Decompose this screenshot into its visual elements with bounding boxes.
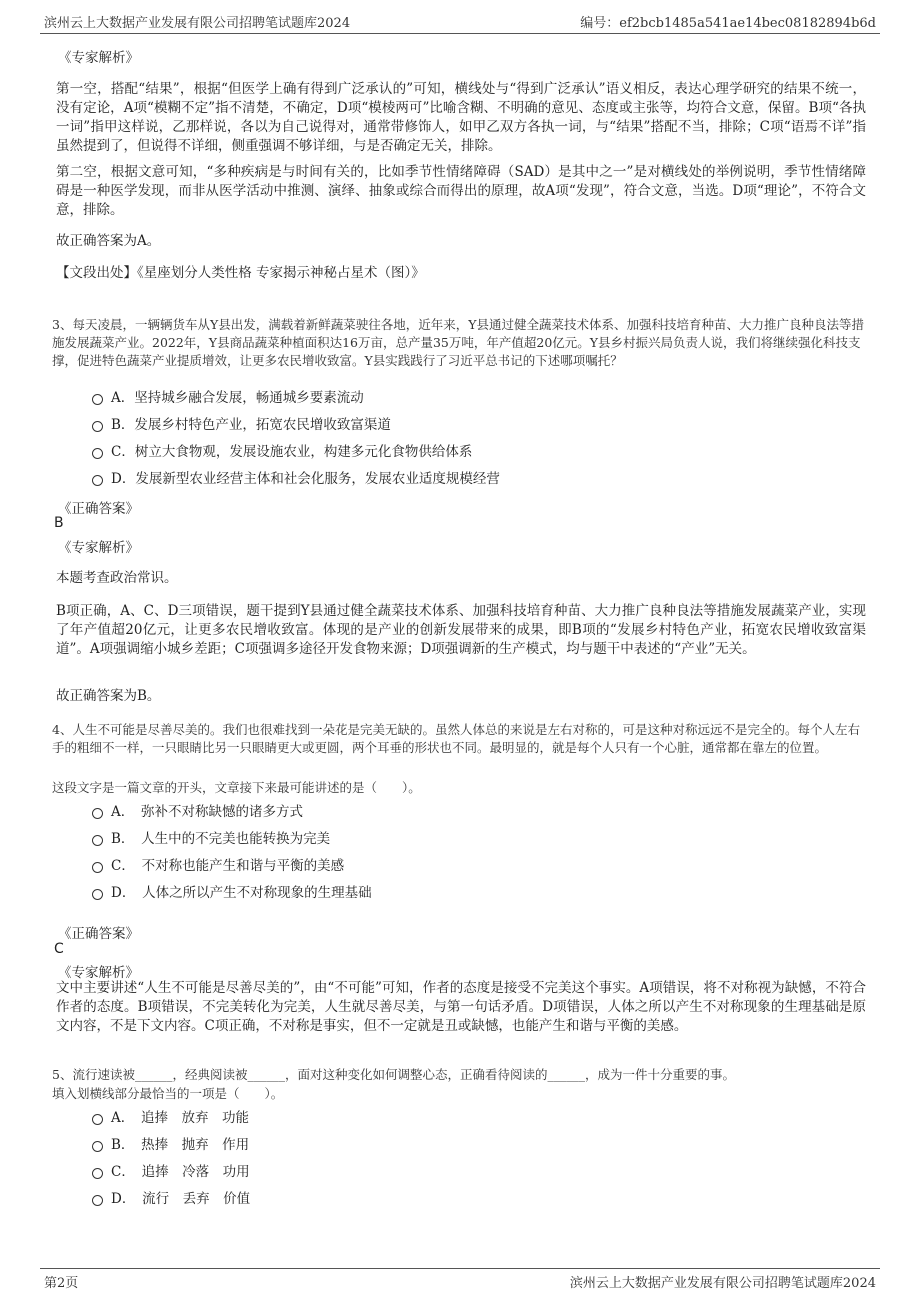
source-citation: 【文段出处】《星座划分人类性格 专家揭示神秘占星术（图）》: [56, 265, 425, 281]
radio-icon[interactable]: [92, 835, 103, 846]
radio-icon[interactable]: [92, 808, 103, 819]
option-3a[interactable]: A．坚持城乡融合发展，畅通城乡要素流动: [92, 386, 364, 406]
analysis-paragraph: 文中主要讲述“人生不可能是尽善尽美的”，由“不可能”可知，作者的态度是接受不完美这个事实。A项错误，将不对称视为缺憾，不符合作者的态度。B项错误，不完美转化为完美，人生就尽善尽美，与第一句话矛盾。D项错误，人体之所以产生不对称现象的生理基础是原文内容，不是下文内容。C项正确，不对称是事实，但不一定就是丑或缺憾，也能产生和谐与平衡的美感。: [56, 980, 866, 1034]
analysis-paragraph: 本题考查政治常识。: [56, 570, 178, 586]
question-stem-3: 3、每天凌晨，一辆辆货车从Y县出发，满载着新鲜蔬菜驶往各地，近年来，Y县通过健全蔬菜技术体系、加强科技培育种苗、大力推广良种良法等措施发展蔬菜产业。2022年，Y县商品蔬菜种植面积达16万亩，总产量35万吨，年产值超20亿元。Y县乡村振兴局负责人说，我们将继续强化科技支撑，促进特色蔬菜产业提质增效，让更多农民增收致富。Y县实践践行了习近平总书记的下述哪项嘱托？: [52, 317, 864, 368]
answer-label: 《正确答案》: [58, 501, 139, 517]
header-serial: 编号：ef2bcb1485a541ae14bec08182894b6d: [580, 16, 876, 31]
conclusion: 故正确答案为A。: [56, 233, 161, 249]
expert-label: 《专家解析》: [58, 540, 139, 556]
radio-icon[interactable]: [92, 394, 103, 405]
answer-label: 《正确答案》: [58, 926, 139, 942]
option-4a[interactable]: A． 弥补不对称缺憾的诸多方式: [92, 800, 303, 820]
question-ask-5: 填入划横线部分最恰当的一项是（ ）。: [52, 1086, 284, 1101]
option-4c[interactable]: C． 不对称也能产生和谐与平衡的美感: [92, 854, 344, 874]
radio-icon[interactable]: [92, 889, 103, 900]
question-stem-4: 4、人生不可能是尽善尽美的。我们也很难找到一朵花是完美无缺的。虽然人体总的来说是左右对称的，可是这种对称远远不是完全的。每个人左右手的粗细不一样，一只眼睛比另一只眼睛更大或更圆，两个耳垂的形状也不同。最明显的，就是每个人只有一个心脏，通常都在靠左的位置。: [52, 722, 860, 755]
option-5a[interactable]: A． 追捧 放弃 功能: [92, 1106, 249, 1126]
question-ask-4: 这段文字是一篇文章的开头，文章接下来最可能讲述的是（ ）。: [52, 780, 421, 795]
radio-icon[interactable]: [92, 1141, 103, 1152]
radio-icon[interactable]: [92, 1195, 103, 1206]
answer-value: B: [54, 515, 64, 531]
radio-icon[interactable]: [92, 1114, 103, 1125]
option-4b[interactable]: B． 人生中的不完美也能转换为完美: [92, 827, 330, 847]
radio-icon[interactable]: [92, 475, 103, 486]
option-3b[interactable]: B．发展乡村特色产业，拓宽农民增收致富渠道: [92, 413, 391, 433]
conclusion: 故正确答案为B。: [56, 688, 161, 704]
radio-icon[interactable]: [92, 421, 103, 432]
expert-label: 《专家解析》: [58, 50, 139, 66]
radio-icon[interactable]: [92, 1168, 103, 1179]
option-4d[interactable]: D． 人体之所以产生不对称现象的生理基础: [92, 881, 372, 901]
page-number: 第2页: [44, 1276, 79, 1291]
option-5d[interactable]: D． 流行 丢弃 价值: [92, 1187, 250, 1207]
header-title: 滨州云上大数据产业发展有限公司招聘笔试题库2024: [44, 16, 351, 31]
option-5c[interactable]: C． 追捧 冷落 功用: [92, 1160, 250, 1180]
radio-icon[interactable]: [92, 448, 103, 459]
footer-rule: [40, 1268, 880, 1269]
analysis-paragraph: 第一空，搭配“结果”，根据“但医学上确有得到广泛承认的”可知，横线处与“得到广泛承认”语义相反，表达心理学研究的结果不统一，没有定论，A项“模糊不定”指不清楚，不确定，D项“模棱两可”比喻含糊、不明确的意见、态度或主张等，均符合文意，保留。B项“各执一词”指甲这样说，乙那样说，各以为自己说得对，通常带修饰人，如甲乙双方各执一词，与“结果”搭配不当，排除；C项“语焉不详”指虽然提到了，但说得不详细，侧重强调不够详细，与是否确定无关，排除。: [56, 81, 866, 154]
option-3c[interactable]: C．树立大食物观，发展设施农业，构建多元化食物供给体系: [92, 440, 472, 460]
radio-icon[interactable]: [92, 862, 103, 873]
header-rule: [40, 33, 880, 34]
question-stem-5: 5、流行速读被______，经典阅读被______，面对这种变化如何调整心态，正确看待阅读的______，成为一件十分重要的事。: [52, 1067, 735, 1082]
option-5b[interactable]: B． 热捧 抛弃 作用: [92, 1133, 249, 1153]
option-3d[interactable]: D．发展新型农业经营主体和社会化服务，发展农业适度规模经营: [92, 467, 500, 487]
analysis-paragraph: 第二空，根据文意可知，“多种疾病是与时间有关的，比如季节性情绪障碍（SAD）是其中之一”是对横线处的举例说明，季节性情绪障碍是一种医学发现，而非从医学活动中推测、演绎、抽象或综合而得出的原理，故A项“发现”，符合文意，当选。D项“理论”，不符合文意，排除。: [56, 164, 866, 218]
footer-title: 滨州云上大数据产业发展有限公司招聘笔试题库2024: [569, 1276, 876, 1291]
answer-value: C: [54, 941, 64, 957]
analysis-paragraph: B项正确，A、C、D三项错误，题干提到Y县通过健全蔬菜技术体系、加强科技培育种苗、大力推广良种良法等措施发展蔬菜产业，实现了年产值超20亿元，让更多农民增收致富。体现的是产业的创新发展带来的成果，即B项的“发展乡村特色产业，拓宽农民增收致富渠道”。A项强调缩小城乡差距；C项强调多途径开发食物来源；D项强调新的生产模式，均与题干中表述的“产业”无关。: [56, 603, 866, 657]
expert-label: 《专家解析》: [58, 965, 139, 981]
